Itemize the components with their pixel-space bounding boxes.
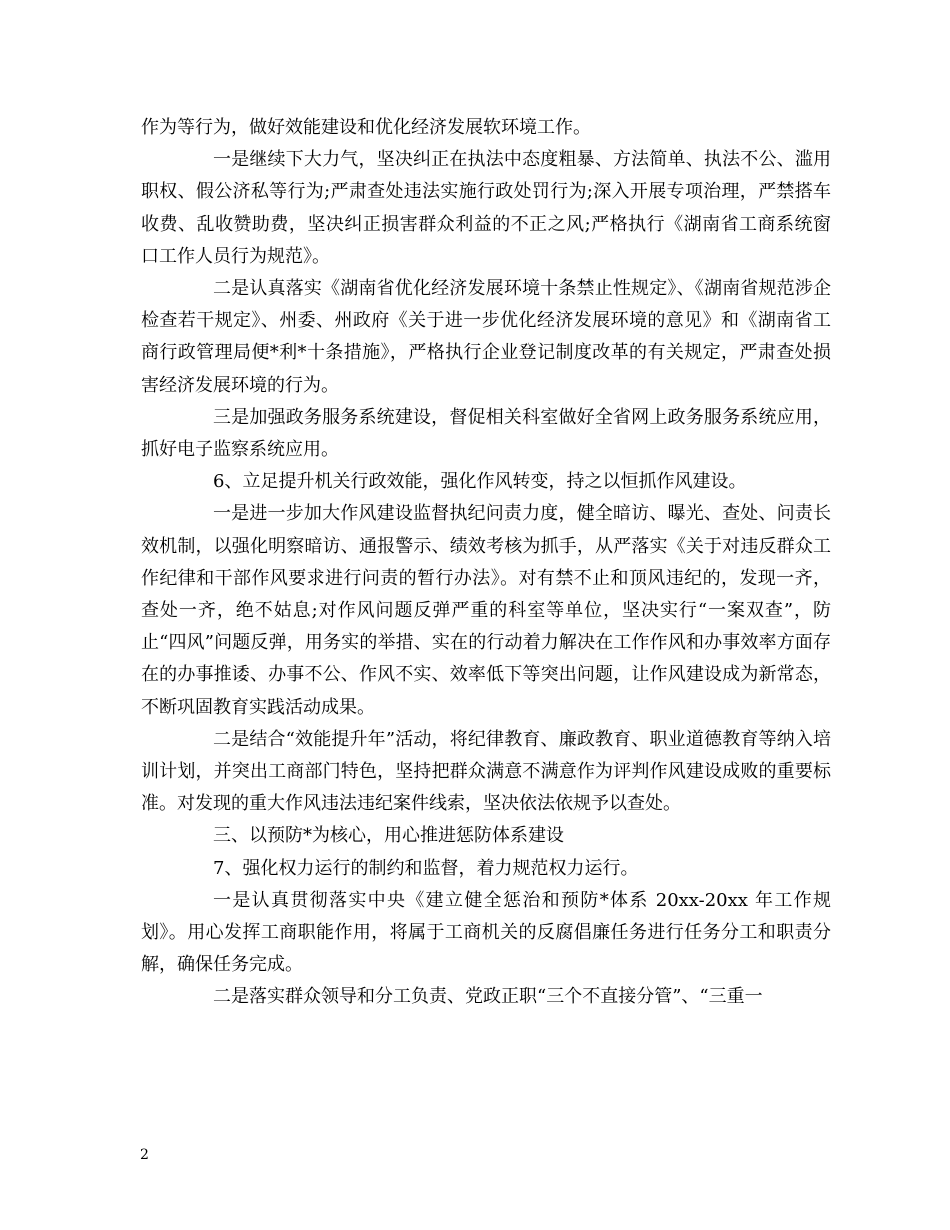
document-body	[141, 112, 831, 1014]
paragraph-3: 二是认真落实《湖南省优化经济发展环境十条禁止性规定》、《湖南省规范涉企检查若干规定》、州委、州政府《关于进一步优化经济发展环境的意见》和《湖南省工商行政管理局便*利*十条措施》，严格执行企业登记制度改革的有关规定，严肃查处损害经济发展环境的行为。	[141, 278, 831, 396]
paragraph-5: 6、立足提升机关行政效能，强化作风转变，持之以恒抓作风建设。	[213, 471, 747, 493]
paragraph-7: 二是结合“效能提升年”活动，将纪律教育、廉政教育、职业道德教育等纳入培训计划，并突出工商部门特色，坚持把群众满意不满意作为评判作风建设成败的重要标准。对发现的重大作风违法违纪案件线索，坚决依法依规予以查处。	[141, 728, 831, 815]
page-number: 2	[140, 1147, 149, 1163]
paragraph-11: 二是落实群众领导和分工负责、党政正职“三个不直接分管”、“三重一	[213, 986, 763, 1008]
section-heading-3: 三、以预防*为核心，用心推进惩防体系建设	[213, 825, 564, 847]
paragraph-4: 三是加强政务服务系统建设，督促相关科室做好全省网上政务服务系统应用，抓好电子监察系统应用。	[141, 406, 831, 461]
paragraph-10: 一是认真贯彻落实中央《建立健全惩治和预防*体系 20xx-20xx 年工作规划》。用心发挥工商职能作用，将属于工商机关的反腐倡廉任务进行任务分工和职责分解，确保任务完成。	[141, 889, 831, 976]
paragraph-6: 一是进一步加大作风建设监督执纪问责力度，健全暗访、曝光、查处、问责长效机制，以强化明察暗访、通报警示、绩效考核为抓手，从严落实《关于对违反群众工作纪律和干部作风要求进行问责的暂行办法》。对有禁不止和顶风违纪的，发现一齐，查处一齐，绝不姑息;对作风问题反弹严重的科室等单位，坚决实行“一案双查”，防止“四风”问题反弹，用务实的举措、实在的行动着力解决在工作作风和办事效率方面存在的办事推诿、办事不公、作风不实、效率低下等突出问题，让作风建设成为新常态，不断巩固教育实践活动成果。	[141, 503, 831, 718]
paragraph-9: 7、强化权力运行的制约和监督，着力规范权力运行。	[213, 857, 639, 879]
paragraph-1: 作为等行为，做好效能建设和优化经济发展软环境工作。	[141, 117, 591, 138]
paragraph-2: 一是继续下大力气，坚决纠正在执法中态度粗暴、方法简单、执法不公、滥用职权、假公济私等行为;严肃查处违法实施行政处罚行为;深入开展专项治理，严禁搭车收费、乱收赞助费，坚决纠正损害群众利益的不正之风;严格执行《湖南省工商系统窗口工作人员行为规范》。	[141, 149, 831, 267]
